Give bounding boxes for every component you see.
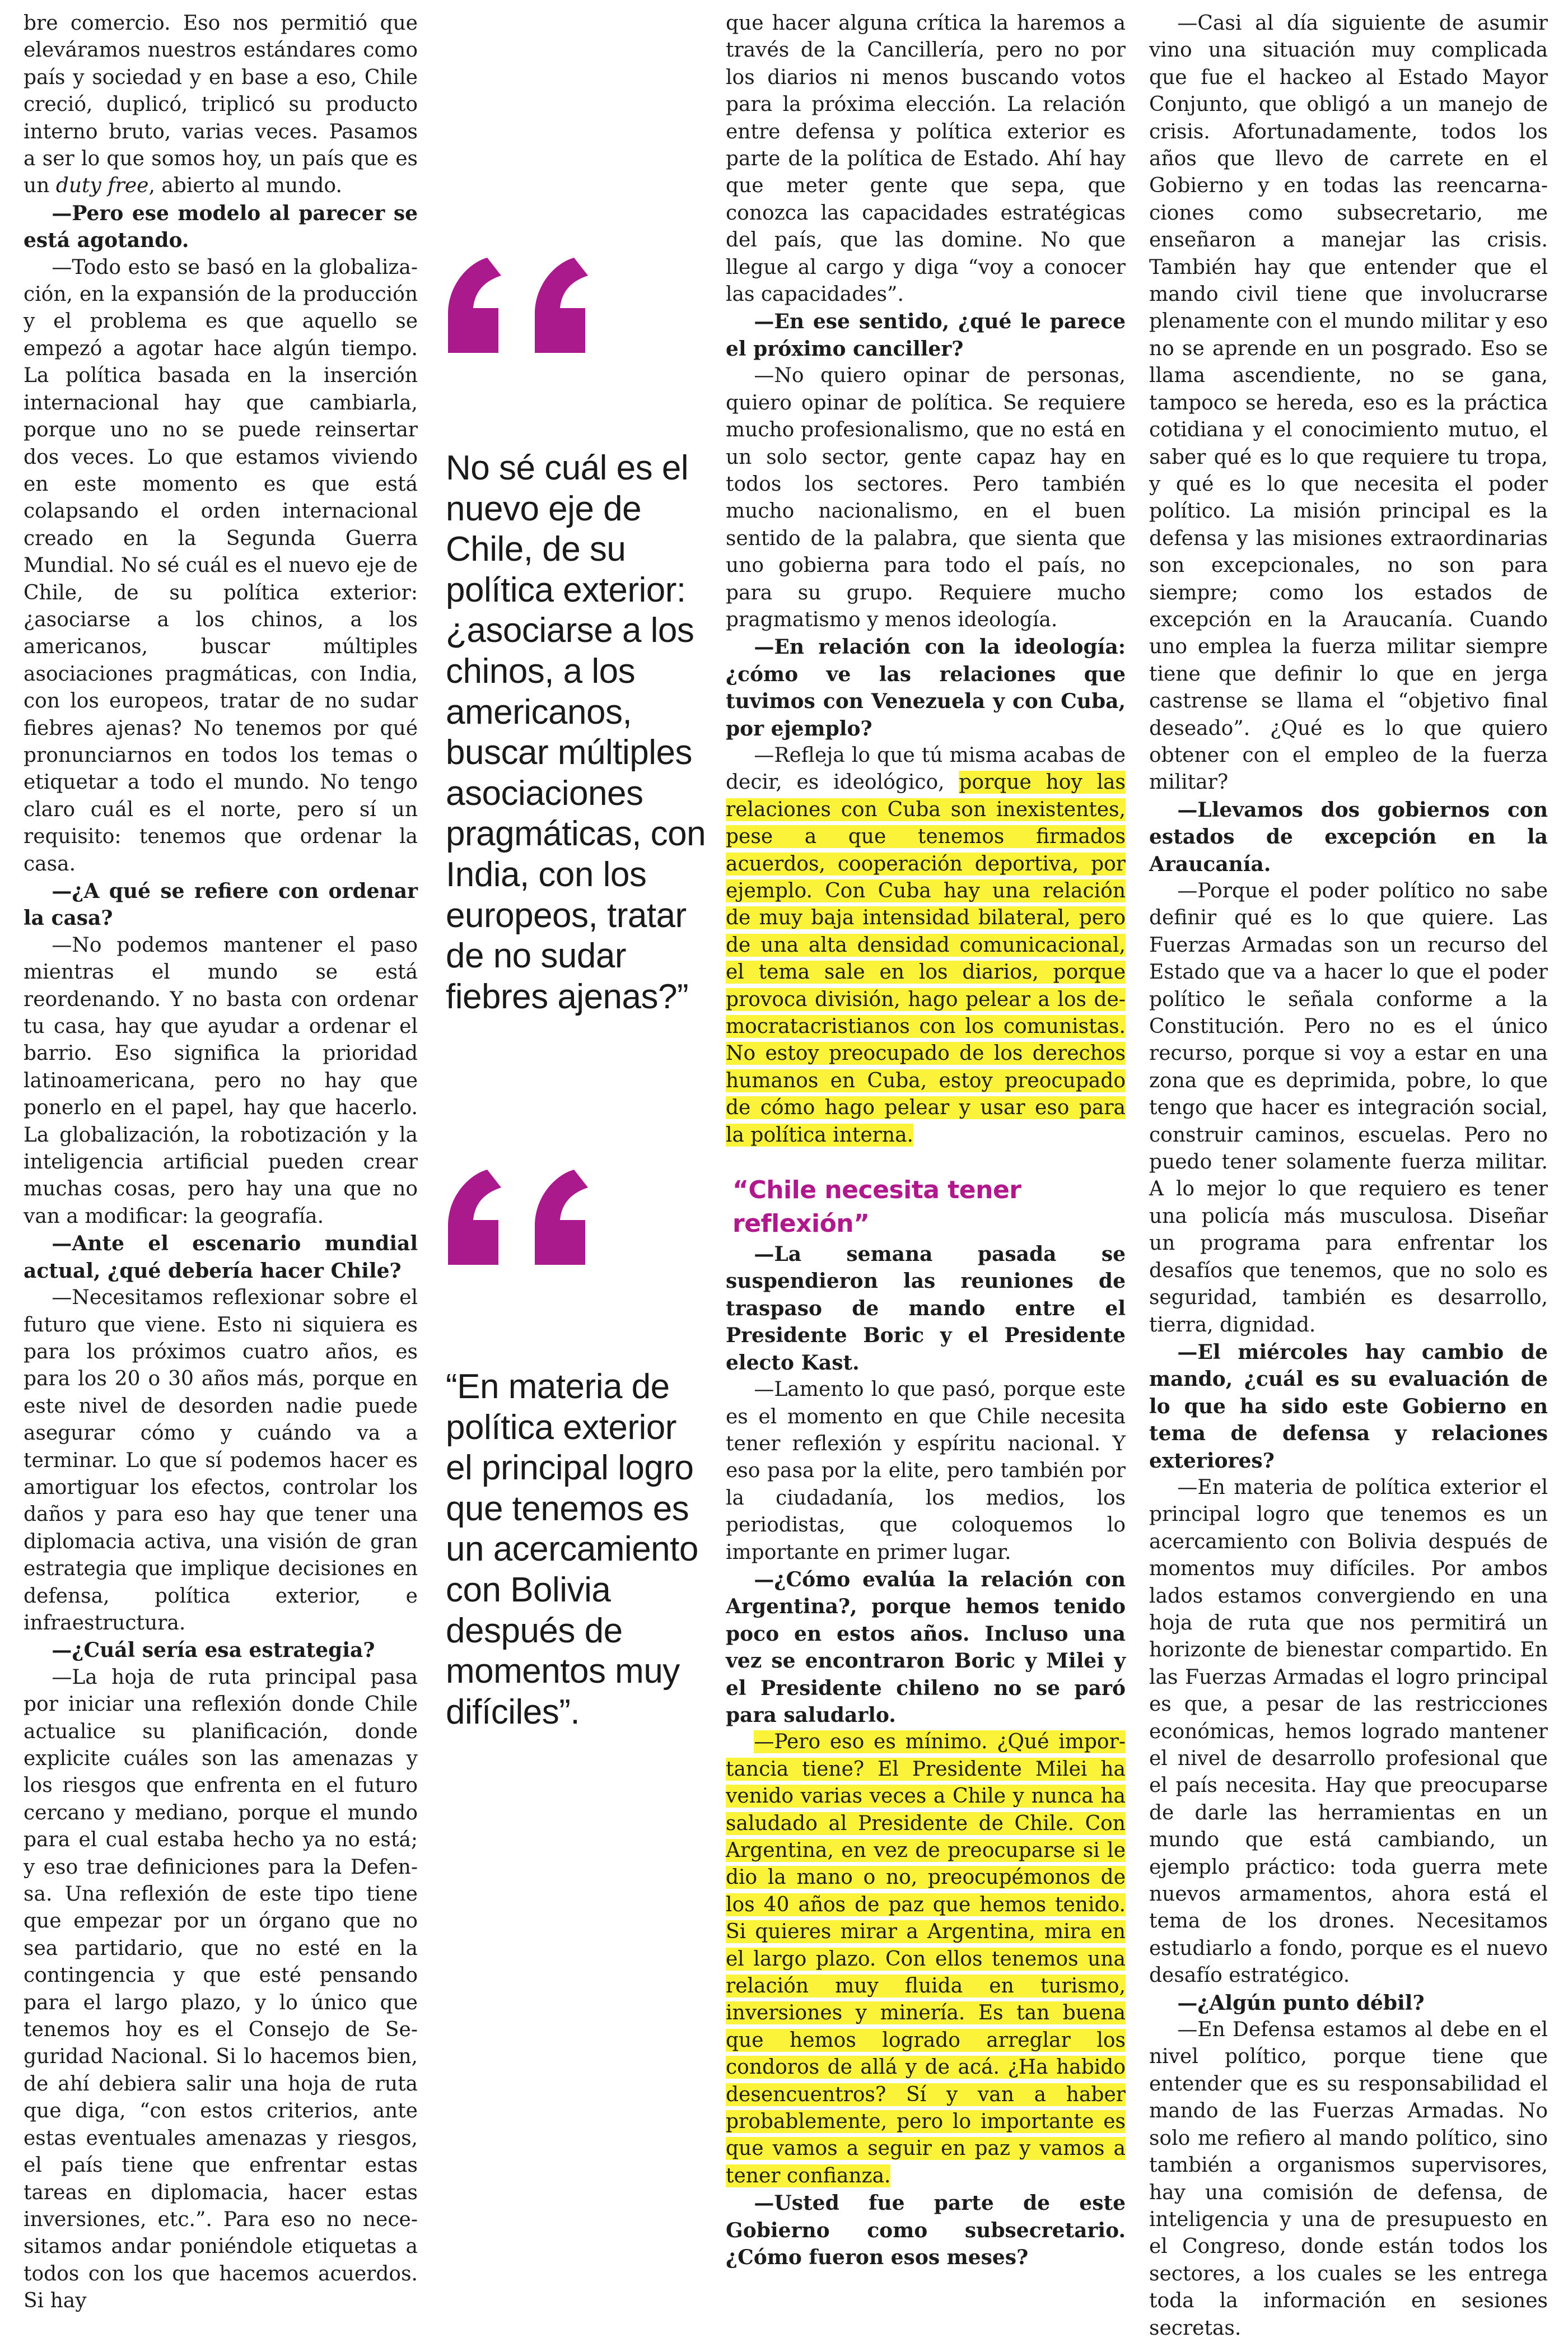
- section-subhead: “Chile necesita tener reflexión”: [732, 1176, 1021, 1238]
- paragraph: —Porque el poder político no sabe definir qué es lo que quiere. Las Fuerzas Armadas son un recurso del Estado que va a hacer lo que el poder político le señala conforme a la Constitución. Pero no es el único recurso, porque si voy a estar en una zona que es deprimida, pobre, lo que tengo que hacer es integración social, construir caminos, escuelas. Pero no puedo tener solamente fuerza militar. A lo mejor lo que requiero es tener una policía más musculosa. Diseñar un programa para enfrentar los desafíos que tenemos, que no solo es seguridad, también es desarrollo, tierra, dignidad.: [1149, 879, 1548, 1337]
- interview-question: —¿Algún punto débil?: [1177, 1991, 1425, 2015]
- paragraph: —La hoja de ruta principal pasa por iniciar una reflexión donde Chile actualice su planificación, donde explicite cuáles son las amenazas y los riesgos que enfrenta en el futuro cercano y mediano, porque el mundo para el cual estaba hecho ya no está; y eso trae definiciones para la Defensa. Una reflexión de este tipo tiene que empezar por un órgano que no sea partidario, que no esté en la contingencia y que esté pensando para el largo plazo, y lo único que tenemos hoy es el Consejo de Seguridad Nacional. Si lo hacemos bien, de ahí debiera salir una hoja de ruta que diga, “con estos criterios, ante estas eventuales amenazas y riesgos, el país tiene que enfrentar estas tareas en diplomacia, hacer estas inversiones, etc.”. Para eso no necesitamos andar poniéndole etiquetas a todos con los que hacemos acuerdos. Si hay: [24, 1665, 418, 2313]
- interview-question: —¿Cuál sería esa estrategia?: [52, 1638, 375, 1663]
- paragraph: —Necesitamos reflexionar sobre el futuro que viene. Esto ni siquiera es para los próximos cuatro años, es para los 20 o 30 años más, porque en este nivel de desorden nadie puede asegurar cómo y cuándo va a terminar. Lo que sí podemos hacer es amortiguar los efectos, controlar los daños y para eso hay que tener una diplomacia activa, una visión de gran estrategia que implique decisiones en defensa, política exterior, e infraestructura.: [24, 1286, 418, 1635]
- paragraph: —No podemos mantener el paso mientras el mundo se está reordenando. Y no basta con ordenar tu casa, hay que ayudar a ordenar el barrio. Eso significa la prioridad latinoamericana, pero no hay que ponerlo en el papel, hay que hacerlo. La globalización, la robotización y la inteligencia artificial pueden crear muchas cosas, pero hay una que no van a modificar: la geografía.: [24, 933, 418, 1228]
- article-column-1: [24, 10, 418, 2315]
- paragraph: —No quiero opinar de personas, quiero opinar de política. Se requiere mucho profesionalismo, que no está en un solo sector, gente capaz hay en todos los sectores. Pero también mucho nacionalismo, en el buen sentido de la palabra, que sienta que uno gobierna para todo el país, no para su grupo. Requiere mucho pragmatismo y menos ideología.: [726, 364, 1126, 631]
- paragraph: que hacer alguna crítica la haremos a través de la Cancillería, pero no por los diarios ni menos buscando votos para la próxima elección. La relación entre defensa y política exterior es parte de la política de Estado. Ahí hay que meter gente que sepa, que conozca las capacidades estratégicas del país, que las domine. No que llegue al cargo y diga “voy a conocer las capacidades”.: [726, 12, 1126, 306]
- interview-question: —Llevamos dos gobiernos con estados de excepción en la Araucanía.: [1149, 798, 1548, 876]
- highlighted-text: —Pero eso es mínimo. ¿Qué importancia tiene? El Presidente Milei ha venido varias veces a Chile y nunca ha saludado al Presidente de Chile. Con Argentina, en vez de preocuparse si le dio la mano o no, preocupémonos de los 40 años de paz que hemos tenido. Si quieres mirar a Argentina, mira en el largo plazo. Con ellos tenemos una relación muy fluida en turismo, inversiones y minería. Es tan buena que hemos logrado arreglar los condoros de allá y de acá. ¿Ha habido desencuentros? Sí y van a haber probablemente, pero lo importante es que vamos a seguir en paz y vamos a tener confianza.: [726, 1730, 1126, 2187]
- pull-quote: “En materia de política exterior el principal logro que tenemos es un acercamiento con Bolivia después de momentos muy difíciles”.: [446, 1367, 698, 1731]
- paragraph: bre comercio. Eso nos permitió que eleváramos nuestros estándares como país y sociedad y en base a eso, Chile creció, duplicó, triplicó su producto interno bruto, varias veces. Pasamos a ser lo que somos hoy, un país que es un duty free, abierto al mundo.: [24, 12, 418, 198]
- interview-question: —La semana pasada se suspendieron las reuniones de traspaso de mando entre el Presidente Boric y el Presidente electo Kast.: [726, 1242, 1126, 1375]
- interview-question: —Ante el escenario mundial actual, ¿qué debería hacer Chile?: [24, 1232, 418, 1283]
- paragraph: —Casi al día siguiente de asumir vino una situación muy complicada que fue el hackeo al Estado Mayor Conjunto, que obligó a un manejo de crisis. Afortunadamente, todos los años que llevo de carrete en el Gobierno y en todas las reencarnaciones como subsecretario, me enseñaron a manejar las crisis. También hay que entender que el mando civil tiene que involucrarse plenamente con el mundo militar y eso no se aprende en un posgrado. Eso se llama ascendiente, no se gana, tampoco se hereda, eso es la práctica cotidiana y el conocimiento mutuo, el saber qué es lo que requiere tu tropa, y qué es lo que necesita el poder político. La misión principal es la defensa y las misiones extraordinarias son excepcionales, no son para siempre; como los estados de excepción en la Araucanía. Cuando uno emplea la fuerza militar siempre tiene que definir lo que en jerga castrense se llama el “objetivo final deseado”. ¿Qué es lo que quiero obtener con el empleo de la fuerza militar?: [1149, 12, 1548, 794]
- article-column-3: [1149, 10, 1548, 2342]
- paragraph: —En materia de política exterior el principal logro que tenemos es un acercamiento con Bolivia después de momentos muy difíciles. Por ambos lados estamos convergiendo en una hoja de ruta que nos permitirá un horizonte de bienestar compartido. En las Fuerzas Armadas el logro principal es que, a pesar de las restricciones económicas, hemos logrado mantener el nivel de desarrollo profesional que el país necesita. Hay que preocuparse de darle las herramientas en un mundo que está cambiando, un ejemplo práctico: toda guerra mete nuevos armamentos, ahora está el tema de los drones. Necesitamos estudiarlo a fondo, porque es el nuevo desafío estratégico.: [1149, 1475, 1548, 1987]
- paragraph: —Refleja lo que tú misma acabas de decir, es ideológico, porque hoy las relaciones con Cuba son inexistentes, pese a que tenemos firmados acuerdos, cooperación deportiva, por ejemplo. Con Cuba hay una relación de muy baja intensidad bilateral, pero de una alta densidad comunicacional, el tema sale en los diarios, porque provoca división, hago pelear a los democratacristianos con los comunistas. No estoy preocupado de los derechos humanos en Cuba, estoy preocupado de cómo hago pelear y usar eso para la política interna.: [726, 743, 1126, 1147]
- paragraph: —Todo esto se basó en la globalización, en la expansión de la producción y el problema es que aquello se empezó a agotar hace algún tiempo. La política basada en la inserción internacional hay que cambiarla, porque uno no se puede reinsertar dos veces. Lo que estamos viviendo en este momento es que está colapsando el orden internacional creado en la Segunda Guerra Mundial. No sé cuál es el nuevo eje de Chile, de su política exterior: ¿asociarse a los chinos, a los americanos, buscar múltiples asociaciones pragmáticas, con India, con los europeos, tratar de no sudar fiebres ajenas? No tenemos por qué pronunciarnos en todos los temas o etiquetar a todo el mundo. No tengo claro cuál es el norte, pero sí un requisito: tenemos que ordenar la casa.: [24, 255, 418, 876]
- pull-quote: No sé cuál es el nuevo eje de Chile, de su política exterior: ¿asociarse a los chinos, a los americanos, buscar múltiples asociaciones pragmáticas, con India, con los europeos, tratar de no sudar fiebres ajenas?”: [446, 449, 706, 1016]
- article-column-2: [726, 10, 1126, 2271]
- quote-mark-icon: [442, 246, 594, 358]
- quote-mark-glyph-right: [535, 1170, 588, 1265]
- interview-question: —¿Cómo evalúa la relación con Argentina?, porque hemos tenido poco en estos años. Incluso una vez se encontraron Boric y Milei y el Presidente chileno no se paró para saludarlo.: [726, 1567, 1126, 1727]
- interview-question: —Usted fue parte de este Gobierno como subsecretario. ¿Cómo fueron esos meses?: [726, 2191, 1126, 2270]
- interview-question: —En ese sentido, ¿qué le parece el próximo canciller?: [726, 310, 1126, 361]
- interview-question: —En relación con la ideología: ¿cómo ve las relaciones que tuvimos con Venezuela y con Cuba, por ejemplo?: [726, 635, 1126, 741]
- quote-mark-glyph-left: [448, 258, 501, 353]
- paragraph: [726, 1729, 1126, 2190]
- interview-question: —Pero ese modelo al parecer se está agotando.: [24, 201, 418, 253]
- interview-question: —El miércoles hay cambio de mando, ¿cuál es su evaluación de lo que ha sido este Gobierno en tema de defensa y relaciones exteriores?: [1149, 1340, 1548, 1473]
- paragraph: —En Defensa estamos al debe en el nivel político, porque tiene que entender que es su responsabilidad el mando de las Fuerzas Armadas. No solo me refiero al mando político, sino también a organismos supervisores, hay una comisión de defensa, de inteligencia y una de presupuesto en el Congreso, donde están todos los sectores, a los cuales se les entrega toda la información en sesiones secretas.: [1149, 2018, 1548, 2340]
- paragraph: —Lamento lo que pasó, porque este es el momento en que Chile necesita tener reflexión y espíritu nacional. Y eso pasa por la elite, pero también por la ciudadanía, los medios, los periodistas, que coloquemos lo importante en primer lugar.: [726, 1378, 1126, 1564]
- quote-mark-glyph-left: [448, 1170, 501, 1265]
- highlighted-text: porque hoy las relaciones con Cuba son inexistentes, pese a que tenemos firmados acuerdos, cooperación deportiva, por ejemplo. Con Cuba hay una relación de muy baja intensidad bilateral, pero de una alta densidad comunicacional, el tema sale en los diarios, porque provoca división, hago pelear a los democratacristianos con los comunistas. No estoy preocupado de los derechos humanos en Cuba, estoy preocupado de cómo hago pelear y usar eso para la política interna.: [726, 771, 1126, 1147]
- interview-question: —¿A qué se refiere con ordenar la casa?: [24, 879, 418, 930]
- quote-mark-glyph-right: [535, 258, 588, 353]
- quote-mark-icon: [442, 1158, 594, 1270]
